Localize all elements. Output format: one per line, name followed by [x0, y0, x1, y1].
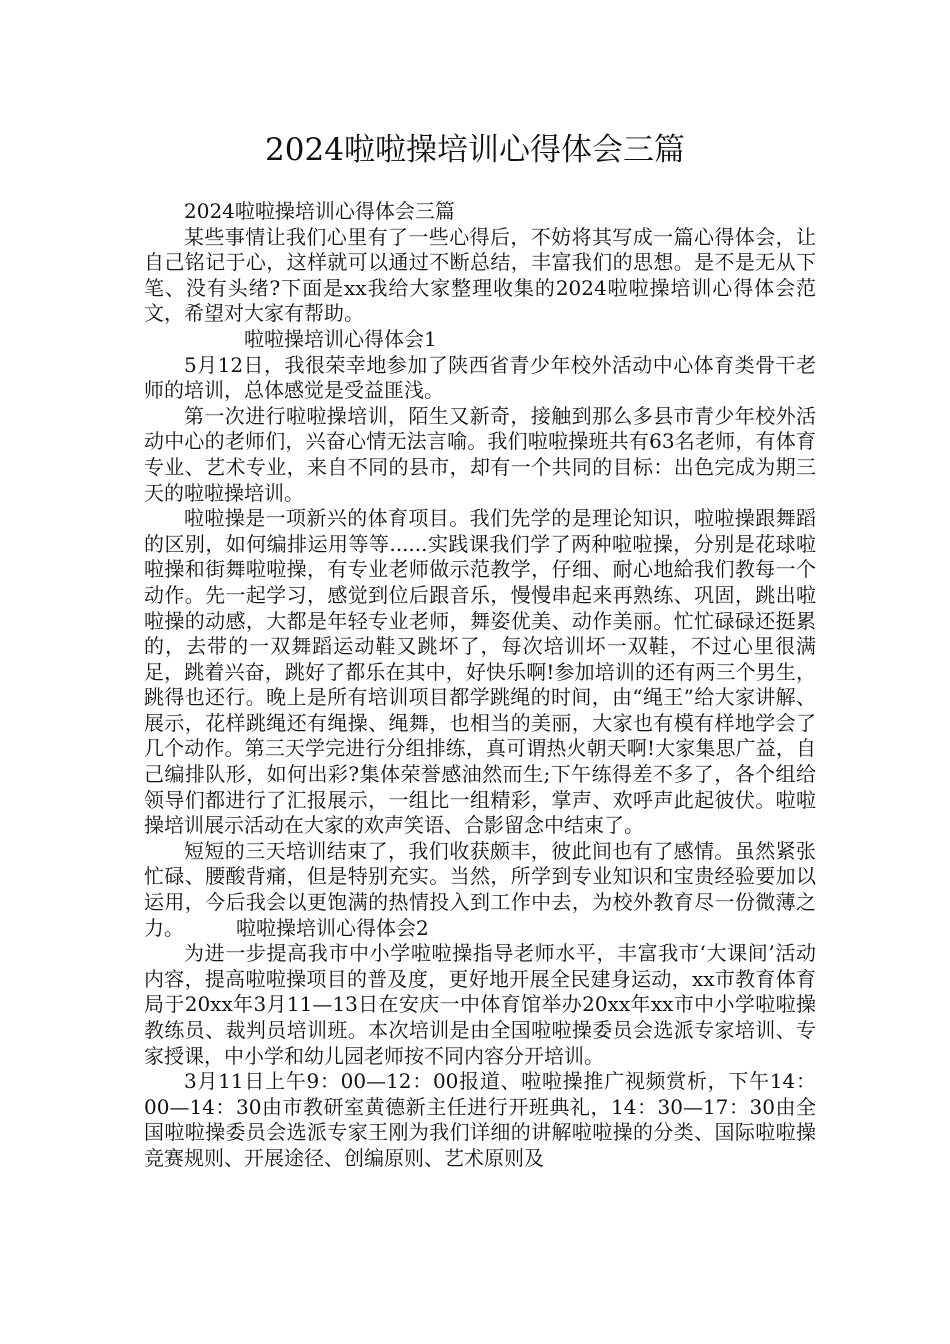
body-paragraph-text: 短短的三天培训结束了，我们收获颇丰，彼此间也有了感情。虽然紧张忙碌、腰酸背痛，但是特别充实。当然，所学到专业知识和宝贵经验要加以运用，今后我会以更饱满的热情投入到工作中去，为校外教育尽一份微薄之力。: [144, 838, 816, 940]
body-paragraph: 3月11日上午9：00—12：00报道、啦啦操推广视频赏析，下午14：00—14：30由市教研室黄德新主任进行开班典礼，14：30—17：30由全国啦啦操委员会选派专家王刚为我们详细的讲解啦啦操的分类、国际啦啦操竞赛规则、开展途径、创编原则、艺术原则及: [144, 1069, 816, 1170]
body-paragraph: 5月12日，我很荣幸地参加了陕西省青少年校外活动中心体育类骨干老师的培训，总体感觉是受益匪浅。: [144, 352, 816, 403]
body-paragraph-with-heading: [144, 839, 816, 941]
subtitle-paragraph: 2024啦啦操培训心得体会三篇: [184, 199, 455, 223]
intro-paragraph: 某些事情让我们心里有了一些心得后，不妨将其写成一篇心得体会，让自己铭记于心，这样就可以通过不断总结，丰富我们的思想。是不是无从下笔、没有头绪?下面是xx我给大家整理收集的2024啦啦操培训心得体会范文，希望对大家有帮助。: [144, 224, 816, 326]
body-paragraph: 啦啦操是一项新兴的体育项目。我们先学的是理论知识，啦啦操跟舞蹈的区别，如何编排运用等等......实践课我们学了两种啦啦操，分别是花球啦啦操和街舞啦啦操，有专业老师做示范教学，仔细、耐心地給我们教每一个动作。先一起学习，感觉到位后跟音乐，慢慢串起来再熟练、巩固，跳出啦啦操的动感，大都是年轻专业老师，舞姿优美、动作美丽。忙忙碌碌还挺累的，去带的一双舞蹈运动鞋又跳坏了，每次培训坏一双鞋，不过心里很满足，跳着兴奋，跳好了都乐在其中，好快乐啊!参加培训的还有两三个男生，跳得也还行。晚上是所有培训项目都学跳绳的时间，由“绳王”给大家讲解、展示，花样跳绳还有绳操、绳舞，也相当的美丽，大家也有模有样地学会了几个动作。第三天学完进行分组排练，真可谓热火朝天啊!大家集思广益，自己编排队形，如何出彩?集体荣誉感油然而生;下午练得差不多了，各个组给领导们都进行了汇报展示，一组比一组精彩，掌声、欢呼声此起彼伏。啦啦操培训展示活动在大家的欢声笑语、合影留念中结束了。: [144, 506, 816, 838]
body-paragraph: 第一次进行啦啦操培训，陌生又新奇，接触到那么多县市青少年校外活动中心的老师们，兴奋心情无法言喻。我们啦啦操班共有63名老师，有体育专业、艺术专业，来自不同的县市，却有一个共同的目标：出色完成为期三天的啦啦操培训。: [144, 403, 816, 505]
section-heading-1: 啦啦操培训心得体会1: [244, 326, 437, 351]
document-body: [144, 199, 816, 1172]
section-heading-2: 啦啦操培训心得体会2: [236, 915, 429, 940]
document-title: 2024啦啦操培训心得体会三篇: [265, 132, 685, 168]
body-paragraph: 为进一步提高我市中小学啦啦操指导老师水平，丰富我市‘大课间’活动内容，提高啦啦操项目的普及度，更好地开展全民建身运动，xx市教育体育局于20xx年3月11—13日在安庆一中体育馆举办20xx年xx市中小学啦啦操教练员、裁判员培训班。本次培训是由全国啦啦操委员会选派专家培训、专家授课，中小学和幼儿园老师按不同内容分开培训。: [144, 941, 816, 1068]
